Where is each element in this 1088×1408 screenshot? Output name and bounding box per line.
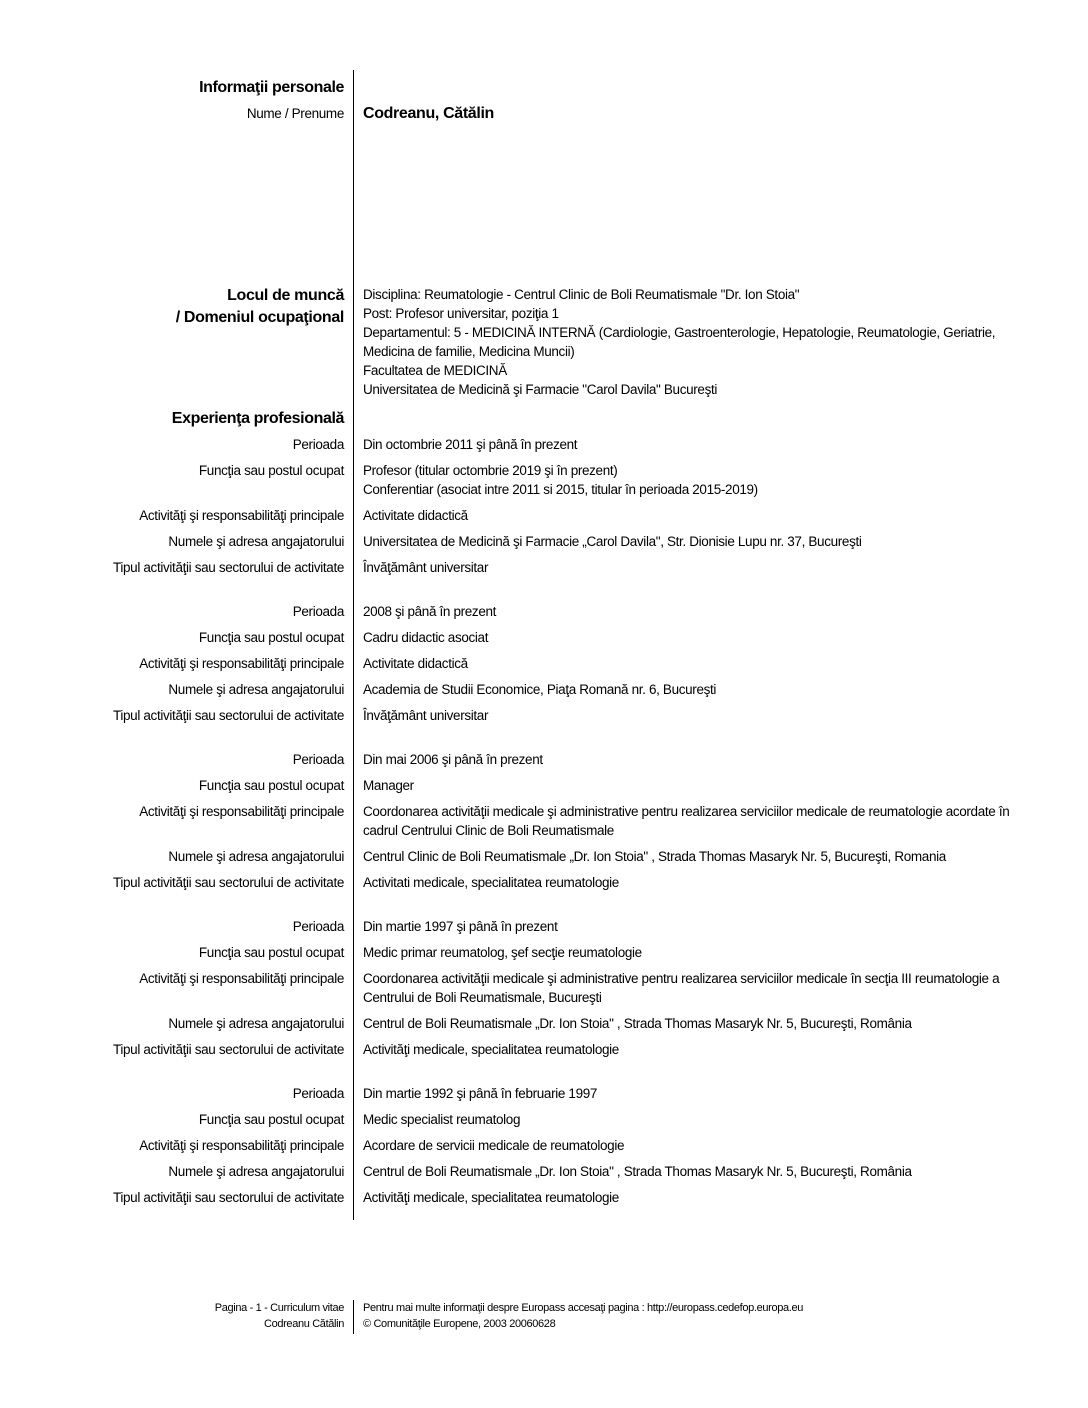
entry-employer-row: [0, 532, 1088, 551]
workplace-line: Departamentul: 5 - MEDICINĂ INTERNĂ (Cardiologie, Gastroenterologie, Hepatologie, Reumatologie, Geriatrie, Medicina de familie, Medicina Muncii): [363, 325, 996, 359]
workplace-label-line: / Domeniul ocupaţional: [175, 309, 344, 326]
entry-position-row: [0, 461, 1088, 499]
entry-activities-row: [0, 969, 1088, 1007]
entry-employer-row: [0, 1162, 1088, 1181]
workplace-line: Disciplina: Reumatologie - Centrul Clinic de Boli Reumatismale "Dr. Ion Stoia": [363, 287, 800, 302]
photo-space: [0, 130, 1088, 285]
entry-sector-row: [0, 1040, 1088, 1059]
activities-value: Activitate didactică: [363, 656, 468, 671]
cv-document: [0, 78, 1088, 1214]
position-value: [363, 461, 1043, 499]
position-value: [363, 776, 1043, 795]
employer-label: Numele şi adresa angajatorului: [168, 534, 344, 549]
sector-label: Tipul activităţii sau sectorului de activitate: [112, 1190, 344, 1205]
employer-value: Academia de Studii Economice, Piaţa Romană nr. 6, Bucureşti: [363, 682, 717, 697]
position-label: Funcţia sau postul ocupat: [198, 463, 344, 478]
sector-value: Învăţământ universitar: [363, 560, 489, 575]
position-label: Funcţia sau postul ocupat: [198, 630, 344, 645]
sector-label: Tipul activităţii sau sectorului de activitate: [112, 708, 344, 723]
footer-europass-info: Pentru mai multe informaţii despre Europass accesaţi pagina : http://europass.cedefop.europa.eu: [363, 1302, 804, 1314]
position-label: Funcţia sau postul ocupat: [198, 778, 344, 793]
entry-activities-row: [0, 1136, 1088, 1155]
position-line: Medic specialist reumatolog: [363, 1112, 521, 1127]
activities-value: Acordare de servicii medicale de reumatologie: [363, 1138, 625, 1153]
sector-label: Tipul activităţii sau sectorului de activitate: [112, 560, 344, 575]
position-value: [363, 943, 1043, 962]
position-line: Medic primar reumatolog, şef secţie reumatologie: [363, 945, 642, 960]
activities-value: Activitate didactică: [363, 508, 468, 523]
employer-value: Centrul de Boli Reumatismale „Dr. Ion Stoia" , Strada Thomas Masaryk Nr. 5, Bucureşti, România: [363, 1164, 912, 1179]
entry-period-row: [0, 750, 1088, 769]
section-personal-info: [0, 78, 1088, 97]
employer-value: Centrul de Boli Reumatismale „Dr. Ion Stoia" , Strada Thomas Masaryk Nr. 5, Bucureşti, România: [363, 1016, 912, 1031]
sector-value: Învăţământ universitar: [363, 708, 489, 723]
position-value: [363, 1110, 1043, 1129]
entry-position-row: [0, 943, 1088, 962]
period-value: Din martie 1992 şi până în februarie 1997: [363, 1086, 598, 1101]
period-value: 2008 şi până în prezent: [363, 604, 497, 619]
period-label: Perioada: [292, 604, 344, 619]
entry-sector-row: [0, 873, 1088, 892]
employer-label: Numele şi adresa angajatorului: [168, 1016, 344, 1031]
period-label: Perioada: [292, 437, 344, 452]
footer-page-info: Pagina - 1 - Curriculum vitae: [214, 1302, 344, 1314]
employer-label: Numele şi adresa angajatorului: [168, 682, 344, 697]
entry-position-row: [0, 776, 1088, 795]
sector-label: Tipul activităţii sau sectorului de activitate: [112, 875, 344, 890]
sector-value: Activitati medicale, specialitatea reumatologie: [363, 875, 619, 890]
position-value: [363, 628, 1043, 647]
entry-sector-row: [0, 706, 1088, 725]
entry-position-row: [0, 628, 1088, 647]
position-line: Profesor (titular octombrie 2019 şi în prezent): [363, 463, 618, 478]
workplace-row: [0, 285, 1088, 399]
period-label: Perioada: [292, 919, 344, 934]
entry-period-row: [0, 1084, 1088, 1103]
period-value: Din octombrie 2011 şi până în prezent: [363, 437, 578, 452]
entry-period-row: [0, 917, 1088, 936]
entry-activities-row: [0, 506, 1088, 525]
activities-value: Coordonarea activităţii medicale şi administrative pentru realizarea serviciilor medicale în secţia III reumatologie a Centrului de Boli Reumatismale, Bucureşti: [363, 971, 1000, 1005]
section-heading: Experienţa profesională: [171, 410, 344, 427]
position-label: Funcţia sau postul ocupat: [198, 1112, 344, 1127]
activities-label: Activităţi şi responsabilităţi principale: [139, 508, 344, 523]
activities-label: Activităţi şi responsabilităţi principale: [139, 1138, 344, 1153]
sector-label: Tipul activităţii sau sectorului de activitate: [112, 1042, 344, 1057]
activities-value: Coordonarea activităţii medicale şi administrative pentru realizarea serviciilor medicale de reumatologie acordate în cadrul Centrului Clinic de Boli Reumatismale: [363, 804, 1010, 838]
section-experience: [0, 409, 1088, 428]
entry-employer-row: [0, 1014, 1088, 1033]
activities-label: Activităţi şi responsabilităţi principale: [139, 656, 344, 671]
workplace-label: [0, 285, 344, 399]
employer-value: Universitatea de Medicină şi Farmacie „Carol Davila", Str. Dionisie Lupu nr. 37, Bucureşti: [363, 534, 862, 549]
position-line: Conferentiar (asociat intre 2011 si 2015, titular în perioada 2015-2019): [363, 482, 758, 497]
workplace-line: Universitatea de Medicină şi Farmacie "Carol Davila" Bucureşti: [363, 382, 718, 397]
footer-copyright: © Comunităţile Europene, 2003 20060628: [363, 1318, 556, 1330]
entry-sector-row: [0, 1188, 1088, 1207]
entry-activities-row: [0, 654, 1088, 673]
entry-activities-row: [0, 802, 1088, 840]
employer-label: Numele şi adresa angajatorului: [168, 1164, 344, 1179]
sector-value: Activităţi medicale, specialitatea reumatologie: [363, 1190, 619, 1205]
name-label: Nume / Prenume: [246, 106, 344, 121]
activities-label: Activităţi şi responsabilităţi principale: [139, 804, 344, 819]
name-value: Codreanu, Cătălin: [363, 105, 494, 122]
position-line: Cadru didactic asociat: [363, 630, 489, 645]
period-label: Perioada: [292, 752, 344, 767]
sector-value: Activităţi medicale, specialitatea reumatologie: [363, 1042, 619, 1057]
name-row: [0, 104, 1088, 123]
workplace-label-line: Locul de muncă: [227, 287, 344, 304]
activities-label: Activităţi şi responsabilităţi principale: [139, 971, 344, 986]
workplace-line: Facultatea de MEDICINĂ: [363, 363, 507, 378]
experience-list: [0, 435, 1088, 1207]
entry-employer-row: [0, 847, 1088, 866]
position-label: Funcţia sau postul ocupat: [198, 945, 344, 960]
position-line: Manager: [363, 778, 414, 793]
page-footer: [0, 1300, 1088, 1332]
section-heading: Informaţii personale: [199, 79, 344, 96]
footer-author: Codreanu Cătălin: [263, 1318, 344, 1330]
period-value: Din mai 2006 şi până în prezent: [363, 752, 543, 767]
entry-employer-row: [0, 680, 1088, 699]
entry-sector-row: [0, 558, 1088, 577]
entry-period-row: [0, 602, 1088, 621]
workplace-line: Post: Profesor universitar, poziţia 1: [363, 306, 559, 321]
entry-position-row: [0, 1110, 1088, 1129]
entry-period-row: [0, 435, 1088, 454]
workplace-value: [363, 285, 1043, 399]
period-label: Perioada: [292, 1086, 344, 1101]
employer-label: Numele şi adresa angajatorului: [168, 849, 344, 864]
period-value: Din martie 1997 şi până în prezent: [363, 919, 558, 934]
employer-value: Centrul Clinic de Boli Reumatismale „Dr. Ion Stoia" , Strada Thomas Masaryk Nr. 5, Bucureşti, Romania: [363, 849, 946, 864]
